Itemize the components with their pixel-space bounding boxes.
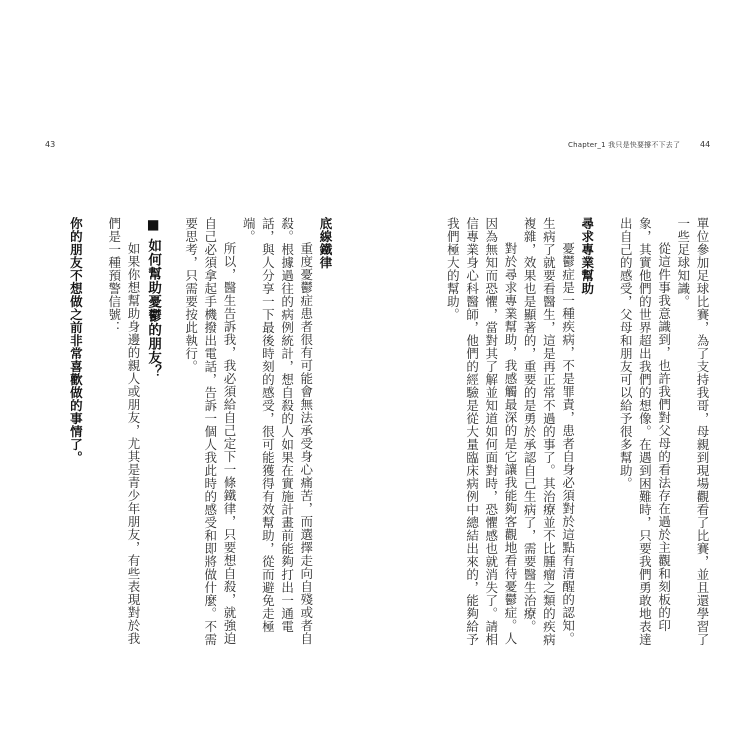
left-paragraph-3: 如果你想幫助身邊的親人或朋友，尤其是青少年朋友，有些表現對於我們是一種預警信號： <box>106 217 141 645</box>
section-heading-bottom-line: 底線鐵律 <box>318 217 333 269</box>
right-paragraph-3: 憂鬱症是一種疾病，不是罪責，患者自身必須對於這點有清醒的認知。生病了就要看醫生，這是再正常不過的事了。其治療並不比腫瘤之類的疾病複雜，效果也是顯著的，重要的是勇於承認自己生病了，需要醫生治療。 <box>522 217 576 646</box>
left-paragraph-2: 所以，醫生告訴我，我必須給自己定下一條鐵律，只要想自殺，就強迫自己必須拿起手機撥出電話，告訴一個人我此時的感受和即將做什麼。不需要思考，只需要按此執行。 <box>183 217 237 646</box>
left-page-text <box>45 217 335 647</box>
section-heading-professional-help: 尋求專業幫助 <box>579 217 595 295</box>
running-header: Chapter_1 我只是快要撐不下去了 <box>568 141 681 149</box>
section-heading-help-friends: ■ 如何幫助憂鬱的朋友？ <box>145 217 162 379</box>
right-paragraph-1: 單位參加足球比賽，為了支持我哥，母親到現場觀看了比賽，並且還學習了一些足球知識。 <box>675 217 710 646</box>
warning-sign-item: 你的朋友不想做之前非常喜歡做的事情了。 <box>68 217 84 464</box>
right-paragraph-4: 對於尋求專業幫助，我感觸最深的是它讓我能夠客觀地看待憂鬱症。人因為無知而恐懼，當對其了解並知道如何面對時，恐懼感也就消失了。請相信專業身心科醫師，他們的經驗是從大量臨床病例中總結出來的，能夠給予我們極大的幫助。 <box>445 217 518 646</box>
right-paragraph-2: 從這件事我意識到，也許我們對父母的看法存在過於主觀和刻板的印象，其實他們的世界超出我們的想像。在遇到困難時，只要我們勇敢地表達出自己的感受，父母和朋友可以給予很多幫助。 <box>618 217 672 646</box>
left-paragraph-1: 重度憂鬱症患者很有可能會無法承受身心痛苦，而選擇走向自殘或者自殺。根據過往的病例統計，想自殺的人如果在實施計畫前能夠打出一通電話，與人分享一下最後時刻的感受，很可能獲得有效幫助，從而避免走極端。 <box>241 217 314 645</box>
left-page-number: 43 <box>45 140 56 149</box>
right-page-text <box>427 217 712 647</box>
right-page-number: 44 <box>700 140 711 149</box>
